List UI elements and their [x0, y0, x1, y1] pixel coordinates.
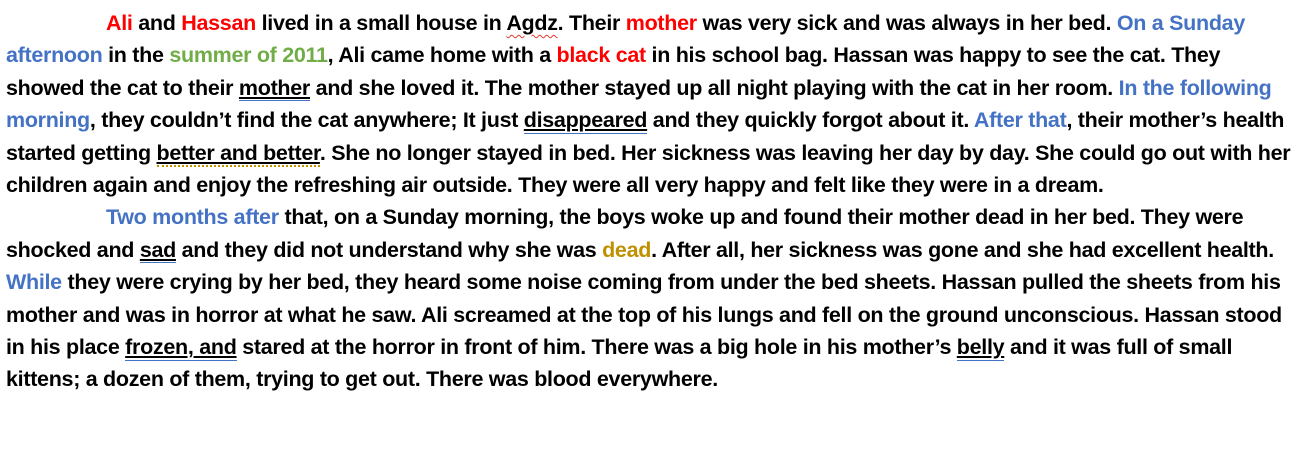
text-run-blue: On a Sunday afternoon: [6, 11, 1251, 68]
text-run-plain: , their mother’s health started getting: [6, 108, 1290, 165]
text-run-blue: In the following morning: [6, 75, 1278, 133]
text-run-plain: and she loved it. The mother stayed up all night playing with the cat in her room.: [310, 75, 1119, 100]
text-run-red: mother: [625, 11, 697, 35]
text-run-plain: lived in a small house in: [255, 11, 507, 35]
text-run-underline_grammar: belly: [956, 335, 1005, 360]
text-run-plain: , Ali came home with a: [327, 43, 557, 68]
text-run-blue: Two months after: [106, 205, 279, 230]
text-run-plain: they were crying by her bed, they heard some noise coming from under the bed sheets. Hassan pulled the sheets from his mother and was in horror at what he saw. Ali screamed at the top of his lungs and fell on the ground unconscious. Hassan stood in his place: [6, 270, 1288, 360]
story-paragraph-1: [6, 7, 1297, 201]
text-run-plain: and they quickly forgot about it.: [647, 108, 974, 133]
text-run-plain: that, on a Sunday morning, the boys woke up and found their mother dead in her bed. They were shocked and: [6, 205, 1249, 262]
text-run-plain: stared at the horror in front of him. There was a big hole in his mother’s: [236, 335, 957, 360]
text-run-spellcheck: Agdz: [506, 11, 558, 35]
text-run-green: summer of 2011: [169, 43, 328, 68]
text-run-blue: After that: [973, 108, 1067, 133]
text-run-plain: and they did not understand why she was: [175, 237, 603, 262]
text-run-plain: . After all, her sickness was gone and she had excellent health.: [651, 237, 1280, 262]
text-run-underline_grammar: disappeared: [523, 108, 648, 133]
story-text: [6, 7, 1297, 396]
text-run-plain: and it was full of small kittens; a dozen of them, trying to get out. There was blood everywhere.: [6, 335, 1238, 392]
text-run-gold: dead: [602, 237, 652, 262]
text-run-plain: , they couldn’t find the cat anywhere; It just: [89, 108, 524, 133]
text-run-red: black cat: [556, 43, 646, 68]
text-run-red: Ali: [106, 11, 133, 35]
text-run-underline_grammar: frozen, and: [125, 335, 237, 360]
text-run-plain: in his school bag. Hassan was happy to see the cat. They showed the cat to their: [6, 43, 1226, 100]
text-run-plain: was very sick and was always in her bed.: [696, 11, 1117, 35]
text-run-plain: . She no longer stayed in bed. Her sickness was leaving her day by day. She could go out with her children again and enjoy the refreshing air outside. They were all very happy and felt like they were in a dream.: [6, 140, 1297, 198]
text-run-blue: While: [6, 270, 62, 295]
text-run-plain: in the: [102, 43, 170, 68]
text-run-plain: . Their: [557, 11, 626, 35]
text-run-plain: and: [132, 11, 182, 35]
text-run-underline_editor: better and better: [157, 141, 320, 168]
story-paragraph-2: [6, 201, 1291, 395]
text-run-underline_grammar: sad: [139, 237, 176, 262]
text-run-underline_grammar: mother: [238, 75, 310, 100]
text-run-red: Hassan: [181, 11, 256, 35]
